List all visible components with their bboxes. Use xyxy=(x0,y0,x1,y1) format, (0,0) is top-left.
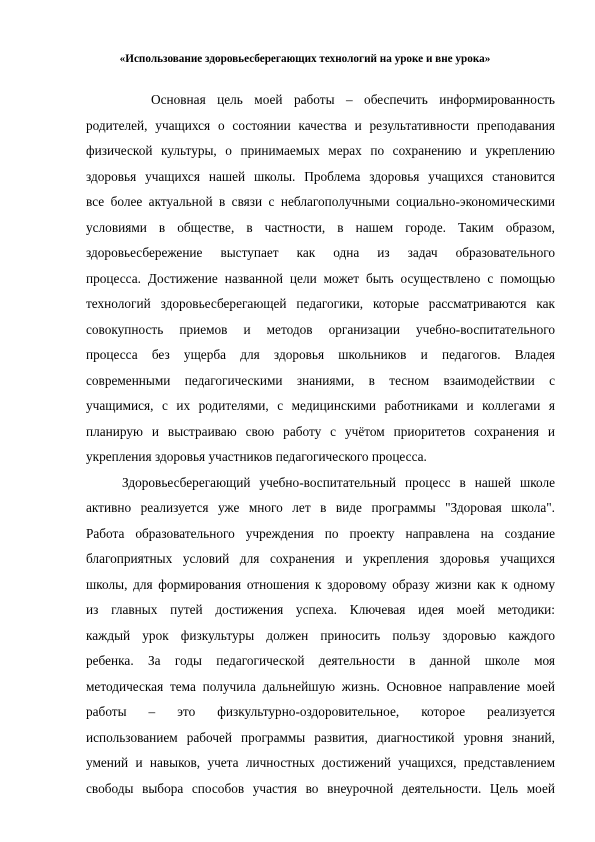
text-line: условиями в обществе, в частности, в нашем городе. Таким образом, xyxy=(86,219,555,235)
text-line: совокупность приемов и методов организации учебно-воспитательного xyxy=(86,321,555,337)
text-line: ребенка. За годы педагогической деятельности в данной школе моя xyxy=(86,653,555,668)
text-line: благоприятных условий для сохранения и укрепления здоровья учащихся xyxy=(86,551,555,566)
text-line: активно реализуется уже много лет в виде программы "Здоровая школа". xyxy=(86,500,555,515)
text-line: каждый урок физкультуры должен приносить пользу здоровью каждого xyxy=(86,627,555,643)
document-title: «Использование здоровьесберегающих технологий на уроке и вне урока» xyxy=(119,53,491,65)
text-line: Работа образовательного учреждения по проекту направлена на создание xyxy=(86,525,555,541)
text-line: здоровья учащихся нашей школы. Проблема здоровья учащихся становится xyxy=(86,168,555,184)
text-line: умений и навыков, учета личностных достижений учащихся, представлением xyxy=(86,755,555,770)
document-body xyxy=(86,87,555,801)
text-line: процесса. Достижение названной цели может быть осуществлено с помощью xyxy=(86,270,555,286)
text-line: здоровьесбережение выступает как одна из задач образовательного xyxy=(86,245,555,260)
text-line: из главных путей достижения успеха. Ключевая идея моей методики: xyxy=(86,602,555,617)
text-line: Основная цель моей работы – обеспечить информированность xyxy=(151,92,555,107)
text-line: укрепления здоровья участников педагогического процесса. xyxy=(86,449,427,464)
text-line: свободы выбора способов участия во внеурочной деятельности. Цель моей xyxy=(86,780,555,796)
text-line: методическая тема получила дальнейшую жизнь. Основное направление моей xyxy=(86,678,555,694)
text-line: работы – это физкультурно-оздоровительное, которое реализуется xyxy=(86,704,555,719)
text-line: школы, для формирования отношения к здоровому образу жизни как к одному xyxy=(86,576,555,592)
text-line: использованием рабочей программы развития, диагностикой уровня знаний, xyxy=(86,729,555,745)
text-line: технологий здоровьесберегающей педагогики, которые рассматриваются как xyxy=(86,296,555,311)
text-line: все более актуальной в связи с неблагополучными социально-экономическими xyxy=(86,194,555,209)
text-line: процесса без ущерба для здоровья школьников и педагогов. Владея xyxy=(86,347,555,362)
text-line: современными педагогическими знаниями, в тесном взаимодействии с xyxy=(86,372,555,388)
text-line: родителей, учащихся о состоянии качества и результативности преподавания xyxy=(86,117,555,133)
text-line: планирую и выстраиваю свою работу с учётом приоритетов сохранения и xyxy=(86,423,555,439)
text-line: Здоровьесберегающий учебно-воспитательный процесс в нашей школе xyxy=(122,474,555,490)
text-line: физической культуры, о принимаемых мерах по сохранению и укреплению xyxy=(86,143,555,158)
text-line: учащимися, с их родителями, с медицинскими работниками и коллегами я xyxy=(86,398,555,413)
